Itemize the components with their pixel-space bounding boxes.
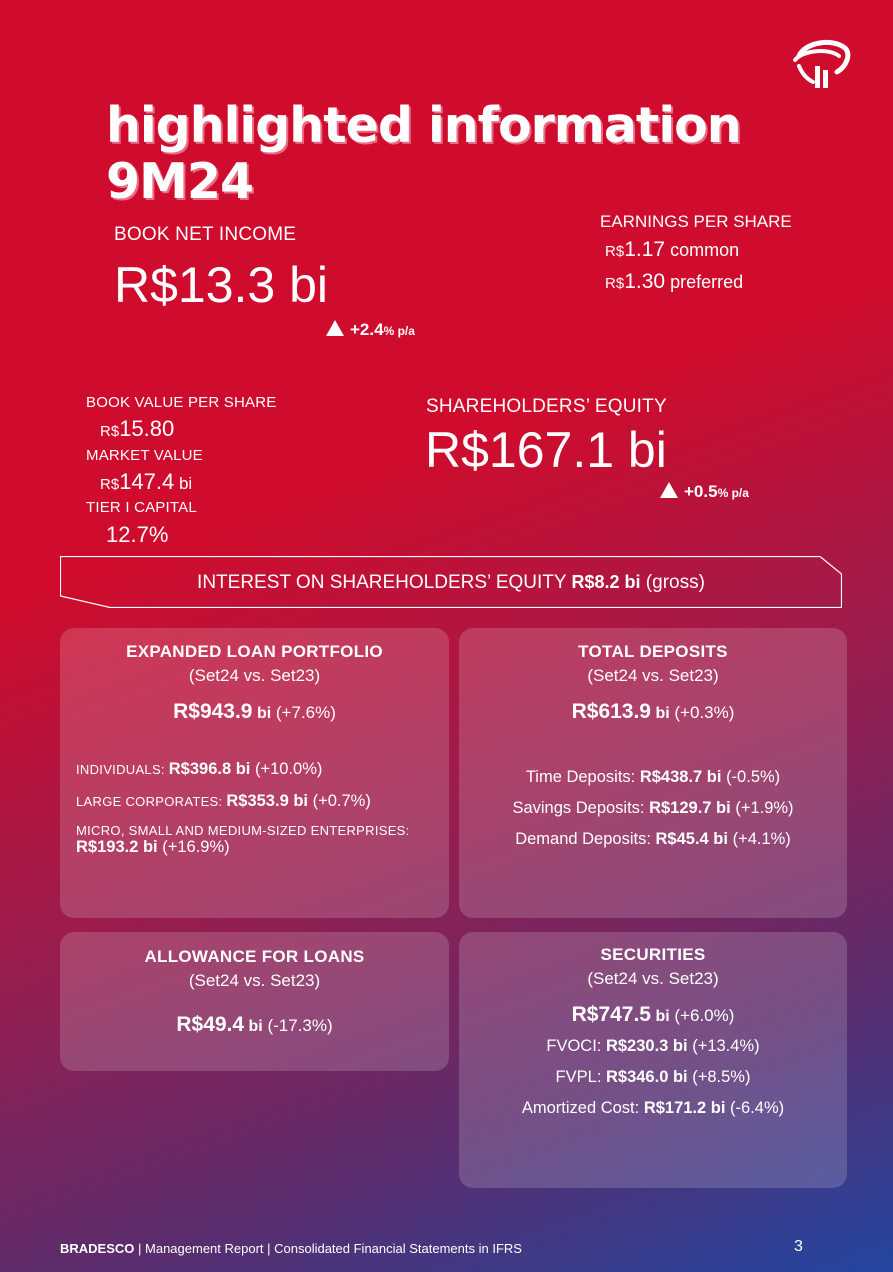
card-title: EXPANDED LOAN PORTFOLIO	[126, 642, 383, 661]
card-subtitle: (Set24 vs. Set23)	[188, 666, 321, 685]
page-title	[106, 98, 741, 210]
book-net-income-value: R$13.3 bi	[114, 257, 329, 313]
interest-on-equity-text: INTEREST ON SHAREHOLDERS’ EQUITY R$8.2 bi (gross)	[197, 572, 705, 593]
book-value-per-share-label: BOOK VALUE PER SHARE	[86, 394, 277, 411]
tier-one-capital-value: 12.7%	[106, 522, 169, 547]
card-value: R$613.9 bi (+0.3%)	[571, 700, 735, 723]
card-subtitle: (Set24 vs. Set23)	[587, 666, 719, 685]
loan-large-corporates-line: LARGE CORPORATES: R$353.9 bi (+0.7%)	[76, 792, 371, 810]
loan-portfolio-card	[60, 628, 449, 918]
book-value-per-share-value: R$15.80	[100, 416, 175, 441]
shareholders-equity-change: +0.5% p/a	[660, 482, 749, 502]
bradesco-logo-icon	[793, 36, 851, 92]
tier-one-capital-label: TIER I CAPITAL	[86, 499, 197, 516]
card-subtitle: (Set24 vs. Set23)	[188, 971, 321, 990]
page-footer: BRADESCO | Management Report | Consolidated Financial Statements in IFRS	[60, 1241, 522, 1256]
card-title: ALLOWANCE FOR LOANS	[144, 947, 365, 966]
total-deposits-card	[459, 628, 847, 918]
eps-common: R$1.17 common	[605, 238, 740, 261]
title-line-1: highlighted information	[106, 97, 741, 154]
up-triangle-icon	[660, 482, 678, 498]
demand-deposits-line: Demand Deposits: R$45.4 bi (+4.1%)	[515, 830, 791, 848]
eps-preferred: R$1.30 preferred	[605, 270, 744, 293]
savings-deposits-line: Savings Deposits: R$129.7 bi (+1.9%)	[512, 799, 794, 817]
market-value-label: MARKET VALUE	[86, 447, 203, 464]
fvoci-line: FVOCI: R$230.3 bi (+13.4%)	[546, 1037, 760, 1055]
card-title: SECURITIES	[600, 945, 706, 964]
card-value: R$747.5 bi (+6.0%)	[571, 1003, 735, 1026]
card-subtitle: (Set24 vs. Set23)	[587, 969, 719, 988]
time-deposits-line: Time Deposits: R$438.7 bi (-0.5%)	[525, 768, 781, 786]
page-number: 3	[794, 1238, 803, 1255]
shareholders-equity-value: R$167.1 bi	[425, 422, 667, 478]
up-triangle-icon	[326, 320, 344, 336]
amortized-cost-line: Amortized Cost: R$171.2 bi (-6.4%)	[521, 1099, 785, 1117]
card-title: TOTAL DEPOSITS	[578, 642, 728, 661]
card-value: R$49.4 bi (-17.3%)	[176, 1013, 333, 1036]
card-value: R$943.9 bi (+7.6%)	[173, 700, 336, 723]
book-net-income-change: +2.4% p/a	[326, 320, 415, 340]
book-net-income-label: BOOK NET INCOME	[114, 224, 297, 245]
market-value-value: R$147.4 bi	[100, 469, 193, 494]
securities-card	[459, 932, 847, 1188]
shareholders-equity-label: SHAREHOLDERS’ EQUITY	[426, 396, 667, 417]
allowance-for-loans-card	[60, 932, 449, 1071]
loan-individuals-line: INDIVIDUALS: R$396.8 bi (+10.0%)	[76, 760, 323, 778]
eps-label: EARNINGS PER SHARE	[600, 212, 792, 231]
fvpl-line: FVPL: R$346.0 bi (+8.5%)	[555, 1068, 751, 1086]
loan-sme-line: MICRO, SMALL AND MEDIUM-SIZED ENTERPRISES: R$193.2 bi (+16.9%)	[76, 823, 410, 856]
title-line-2: 9M24	[106, 153, 254, 210]
